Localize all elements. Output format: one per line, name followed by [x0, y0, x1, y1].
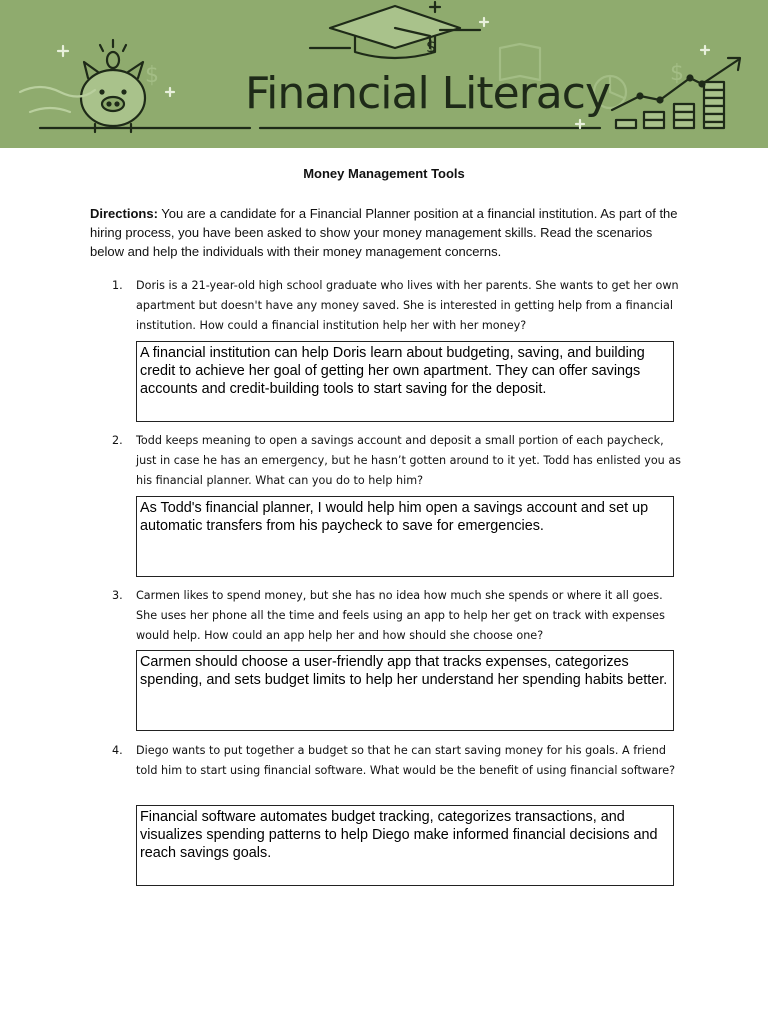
svg-text:$: $: [426, 37, 437, 56]
answer-field[interactable]: Financial software automates budget tracking, categorizes transactions, and visualizes spending patterns to help Diego make informed financial decisions and reach savings goals.: [136, 805, 674, 886]
document-title: Money Management Tools: [303, 166, 465, 181]
question-text: Diego wants to put together a budget so that he can start saving money for his goals. A friend told him to start using financial software. What would be the benefit of using financial software?: [136, 744, 676, 777]
question-number: 3.: [112, 589, 123, 602]
question-item: [112, 586, 682, 646]
directions-label: Directions:: [90, 206, 158, 221]
question-text: Todd keeps meaning to open a savings account and deposit a small portion of each paycheck, just in case he has an emergency, but he hasn’t gotten around to it yet. Todd has enlisted you as his financial planner. What can you do to help him?: [136, 434, 682, 487]
answer-field[interactable]: As Todd's financial planner, I would help him open a savings account and set up automatic transfers from his paycheck to save for emergencies.: [136, 496, 674, 577]
header-banner: [0, 0, 768, 148]
directions-text: You are a candidate for a Financial Planner position at a financial institution. As part of the hiring process, you have been asked to show your money management skills. Read the scenarios below and help the individuals with their money management concerns.: [90, 206, 678, 259]
svg-text:$: $: [145, 63, 159, 88]
answer-field[interactable]: Carmen should choose a user-friendly app that tracks expenses, categorizes spending, and sets budget limits to help her understand her spending habits better.: [136, 650, 674, 731]
question-number: 4.: [112, 744, 123, 757]
question-number: 2.: [112, 434, 123, 447]
svg-text:$: $: [670, 61, 684, 86]
question-text: Carmen likes to spend money, but she has no idea how much she spends or where it all goes. She uses her phone all the time and feels using an app to help her get on track with expenses would help. How could an app help her and how should she choose one?: [136, 589, 665, 642]
coin-stacks-icon: [616, 82, 724, 128]
banner-title: Financial Literacy: [245, 68, 611, 119]
question-number: 1.: [112, 279, 123, 292]
question-item: [112, 276, 682, 336]
piggy-bank-icon: [81, 40, 145, 132]
directions-paragraph: [90, 204, 680, 261]
answer-field[interactable]: A financial institution can help Doris learn about budgeting, saving, and building credit to achieve her goal of getting her own apartment. They can offer savings accounts and credit-building tools to start saving for the deposit.: [136, 341, 674, 422]
question-item: [112, 741, 682, 781]
graduation-cap-icon: [310, 6, 480, 58]
question-item: [112, 431, 682, 491]
question-text: Doris is a 21-year-old high school graduate who lives with her parents. She wants to get her own apartment but doesn't have any money saved. She is interested in getting help from a financial institution. How could a financial institution help her with her money?: [136, 279, 679, 332]
